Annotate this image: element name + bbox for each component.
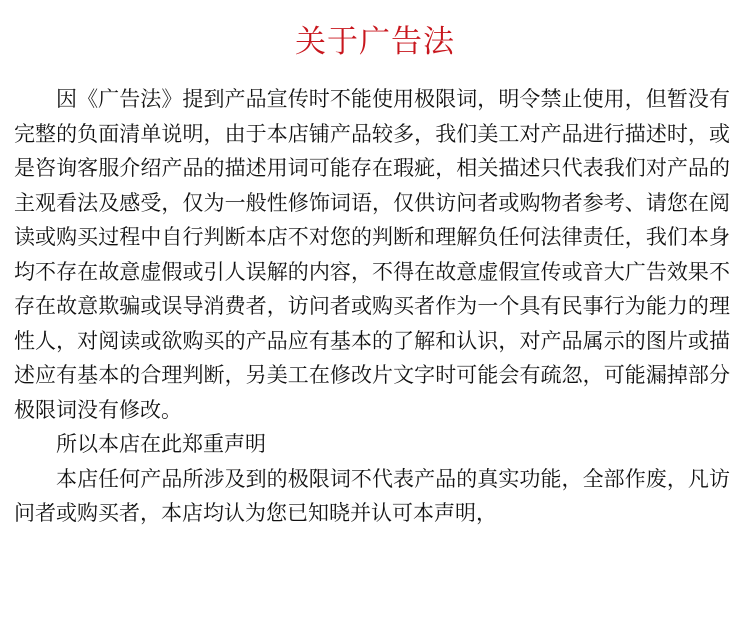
paragraph-declaration-heading: 所以本店在此郑重声明 xyxy=(56,432,266,456)
document-body xyxy=(14,82,730,531)
document-title: 关于广告法 xyxy=(295,24,455,60)
paragraph-declaration: 本店任何产品所涉及到的极限词不代表产品的真实功能，全部作废，凡访问者或购买者，本店均认为您已知晓并认可本声明， xyxy=(14,466,730,525)
paragraph-disclaimer: 因《广告法》提到产品宣传时不能使用极限词，明令禁止使用，但暂没有完整的负面清单说明，由于本店铺产品较多，我们美工对产品进行描述时，或是咨询客服介绍产品的描述用词可能存在瑕疵，相关描述只代表我们对产品的主观看法及感受，仅为一般性修饰词语，仅供访问者或购物者参考、请您在阅读或购买过程中自行判断本店不对您的判断和理解负任何法律责任，我们本身均不存在故意虚假或引人误解的内容，不得在故意虚假宣传或音大广告效果不存在故意欺骗或误导消费者，访问者或购买者作为一个具有民事行为能力的理性人，对阅读或欲购买的产品应有基本的了解和认识，对产品属示的图片或描述应有基本的合理判断，另美工在修改片文字时可能会有疏忽，可能漏掉部分极限词没有修改。 xyxy=(14,87,730,422)
